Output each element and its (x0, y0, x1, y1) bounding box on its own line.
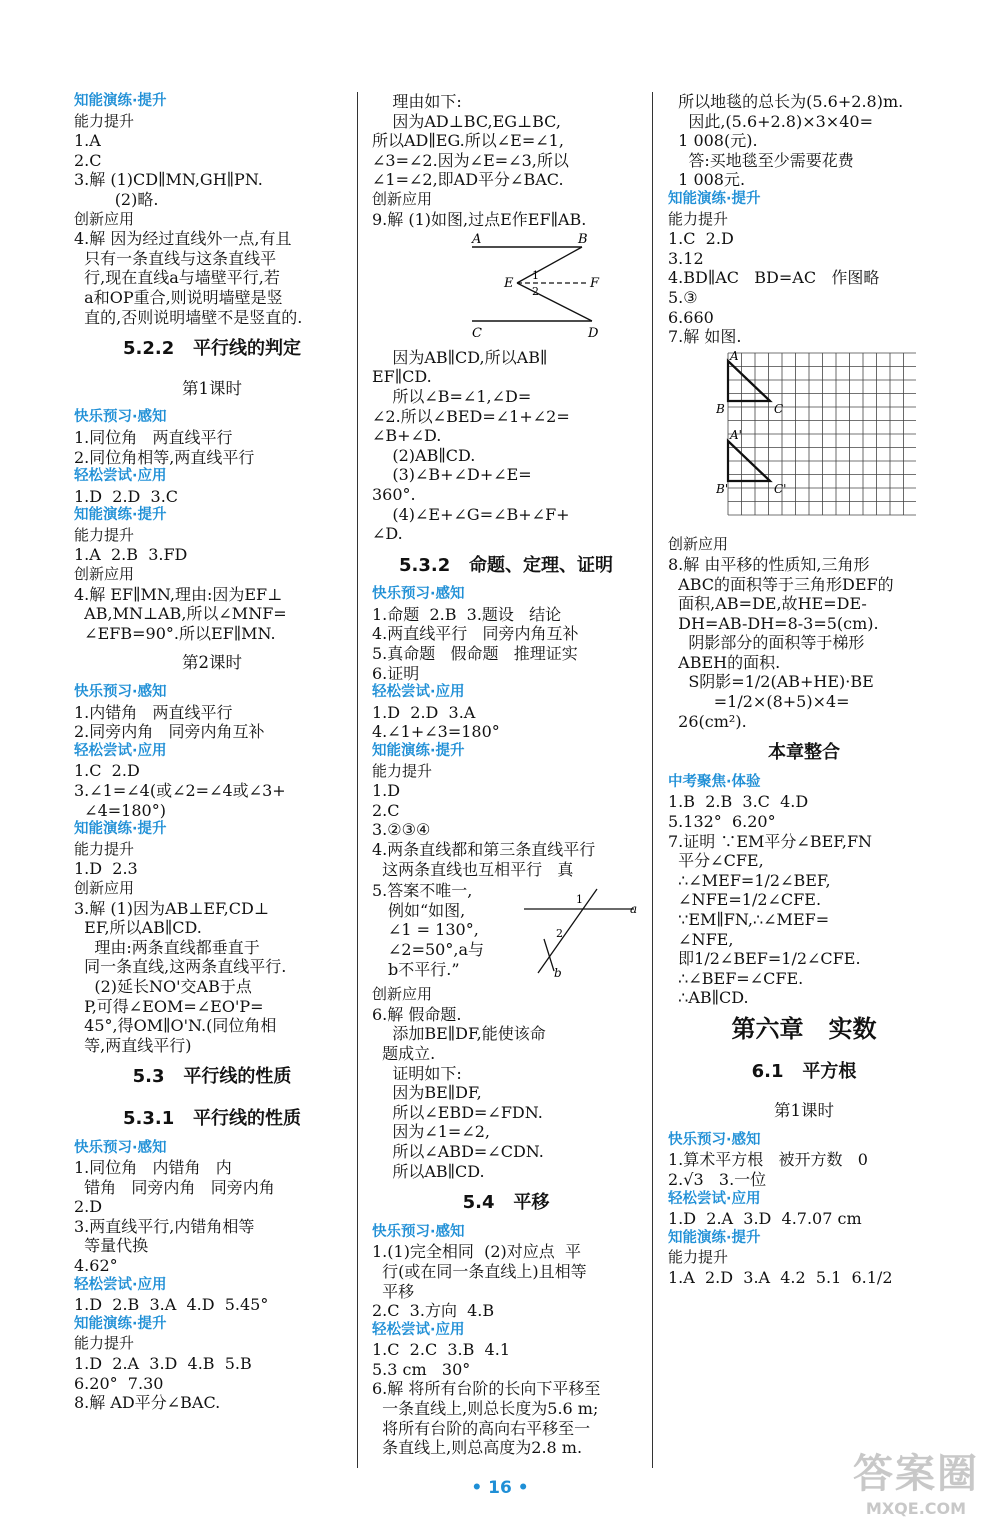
answer-line: 因为AB∥CD,所以AB∥ (372, 347, 548, 367)
subsection-label: 创新应用 (372, 985, 433, 1004)
subsection-label: 能力提升 (74, 525, 135, 544)
subsection-label: 能力提升 (668, 209, 729, 228)
answer-line: 45°,得OM∥O'N.(同位角相 (74, 1016, 277, 1036)
column-divider-right (652, 92, 653, 1468)
answer-line: 5.3 cm 30° (372, 1359, 471, 1379)
answer-line: 所以AD∥EG.所以∠E=∠1, (372, 131, 564, 151)
answer-line: 所以∠B=∠1,∠D= (372, 386, 532, 406)
answer-line: 6.解 将所有台阶的长向下平移至 (372, 1379, 601, 1399)
answer-line: 6.20° 7.30 (74, 1373, 164, 1393)
line-b-label: b (554, 966, 562, 978)
answer-line: ∴∠MEF=1/2∠BEF, (668, 870, 831, 890)
answer-line: ∴∠BEF=∠CFE. (668, 968, 804, 988)
answer-line: 7.解 如图. (668, 327, 742, 347)
section-heading-tag: 快乐预习·感知 (74, 409, 167, 426)
answer-line: (4)∠E+∠G=∠B+∠F+ (372, 504, 570, 524)
angle-1-label: 1 (576, 893, 583, 907)
section-heading-tag: 快乐预习·感知 (74, 1139, 167, 1156)
answer-line: 直的,否则说明墙壁不是竖直的. (74, 307, 303, 327)
answer-line: 4.两直线平行 同旁内角互补 (372, 624, 579, 644)
site-watermark (836, 1442, 996, 1518)
answer-line: 所以∠EBD=∠FDN. (372, 1102, 543, 1122)
subsection-label: 能力提升 (668, 1248, 729, 1267)
watermark-logo-text: 答案圈 (853, 1451, 979, 1497)
point-c-label: C (774, 401, 784, 416)
answer-line: 将所有台阶的高向右平移至一 (372, 1418, 591, 1438)
answer-line: 平移 (372, 1281, 415, 1301)
answer-line: ∠4=180°) (74, 800, 166, 820)
answer-line: 面积,AB=DE,故HE=DE- (668, 594, 867, 614)
answer-line: 1.D 2.A 3.D 4.7.07 cm (668, 1209, 862, 1229)
answer-line: 8.解 由平移的性质知,三角形 (668, 554, 870, 574)
answer-line: 1.D 2.D 3.A (372, 702, 476, 722)
answer-line: 360°. (372, 484, 416, 504)
point-a-prime-label: A' (730, 427, 742, 442)
answer-line: 1.同位角 内错角 内 (74, 1158, 232, 1178)
answer-line: 7.证明 ∵EM平分∠BEF,FN (668, 831, 873, 851)
answer-line: ABC的面积等于三角形DEF的 (668, 574, 894, 594)
answer-line: 因为AD⊥BC,EG⊥BC, (372, 111, 561, 131)
section-heading-tag: 轻松尝试·应用 (74, 1276, 167, 1293)
answer-line: 这两条直线也互相平行 真 (372, 859, 574, 879)
section-title: 5.3.1 平行线的性质 (122, 1107, 302, 1129)
answer-line: 1.D 2.D 3.C (74, 486, 179, 506)
answer-line: 因此,(5.6+2.8)×3×40= (668, 111, 873, 131)
chapter-title: 第六章 实数 (731, 1014, 877, 1043)
subsection-label: 创新应用 (74, 565, 135, 584)
answer-line: AB,MN⊥AB,所以∠MNF= (74, 604, 287, 624)
answer-line: 4.解 EF∥MN,理由:因为EF⊥ (74, 584, 283, 604)
answer-line: 1.D 2.B 3.A 4.D 5.45° (74, 1295, 269, 1315)
section-title: 5.2.2 平行线的判定 (122, 338, 302, 360)
answer-line: 例如“如图, (388, 900, 466, 920)
answer-line: 3.∠1=∠4(或∠2=∠4或∠3+ (74, 781, 286, 800)
answer-line: (2)延长NO'交AB于点 (74, 976, 252, 996)
answer-line: 2.C (372, 800, 400, 820)
answer-line: 3.解 (1)CD∥MN,GH∥PN. (74, 170, 263, 190)
answer-line: 9.解 (1)如图,过点E作EF∥AB. (372, 209, 587, 229)
answer-line: 题成立. (372, 1043, 436, 1063)
answer-line: 理由如下: (372, 92, 462, 111)
answer-line: 6.证明 (372, 663, 420, 683)
answer-line: 1.(1)完全相同 (2)对应点 平 (372, 1242, 581, 1262)
point-c-label: C (472, 326, 482, 340)
section-heading-tag: 快乐预习·感知 (74, 684, 167, 701)
answer-line: DH=AB-DH=8-3=5(cm). (668, 613, 879, 633)
answer-line: S阴影=1/2(AB+HE)·BE (668, 672, 874, 692)
answer-line: (2)略. (74, 189, 159, 209)
section-heading-tag: 快乐预习·感知 (668, 1131, 761, 1148)
column-divider-left (357, 92, 358, 1468)
answer-line: 行,现在直线a与墙壁平行,若 (74, 268, 280, 288)
section-heading-tag: 知能演练·提升 (74, 507, 167, 524)
point-b-label: B (716, 401, 725, 416)
answer-line: 2.C (74, 150, 102, 170)
section-title: 5.3 平行线的性质 (132, 1066, 292, 1088)
answer-line: ABEH的面积. (668, 652, 781, 672)
section-heading-tag: 快乐预习·感知 (372, 1223, 465, 1240)
answer-line: 3.两直线平行,内错角相等 (74, 1216, 255, 1236)
answer-line: 4.∠1+∠3=180° (372, 722, 500, 742)
subsection-label: 能力提升 (74, 1334, 135, 1353)
angle-2-label: 2 (556, 927, 563, 941)
answer-line: 条直线上,则总高度为2.8 m. (372, 1438, 583, 1458)
answer-line: 平分∠CFE, (668, 851, 764, 871)
answer-line: 2.D (74, 1197, 103, 1217)
subsection-label: 创新应用 (74, 878, 135, 897)
answer-line: 4.62° (74, 1256, 118, 1276)
section-heading-tag: 轻松尝试·应用 (74, 742, 167, 759)
answer-line: ∠NFE, (668, 929, 734, 949)
page-number: • 16 • (471, 1478, 529, 1498)
point-a-label: A (472, 232, 482, 248)
subsection-label: 能力提升 (74, 111, 135, 130)
answer-line: EF,所以AB∥CD. (74, 918, 202, 938)
point-a-label: A (730, 348, 739, 363)
angle-1-label: 1 (532, 269, 539, 283)
answer-line: 证明如下: (372, 1063, 462, 1083)
answer-line: 5.132° 6.20° (668, 812, 776, 832)
answer-line: 理由:两条直线都垂直于 (74, 937, 260, 957)
answer-line: a和OP重合,则说明墙壁是竖 (74, 287, 283, 307)
answer-line: b不平行.” (388, 959, 460, 979)
answer-line: ∠D. (372, 524, 403, 544)
answer-line: 1.内错角 两直线平行 (74, 702, 233, 722)
answer-line: 错角 同旁内角 同旁内角 (74, 1177, 275, 1197)
answer-line: 1.C 2.D (74, 761, 140, 781)
point-d-label: D (588, 326, 599, 340)
answer-line: 5.答案不唯一, (372, 881, 473, 901)
subsection-label: 创新应用 (668, 535, 729, 554)
answer-line: 1.命题 2.B 3.题设 结论 (372, 604, 562, 624)
answer-line: 2.同位角相等,两直线平行 (74, 447, 255, 467)
section-heading-tag: 轻松尝试·应用 (372, 684, 465, 701)
point-c-prime-label: C' (774, 481, 787, 496)
subsection-label: 创新应用 (372, 189, 433, 208)
answer-line: (2)AB∥CD. (372, 445, 476, 465)
answer-line: ∴AB∥CD. (668, 988, 749, 1008)
section-title: 本章整合 (768, 742, 840, 764)
answer-column-1 (74, 92, 350, 1413)
answer-line: 2.√3 3.一位 (668, 1169, 767, 1189)
section-heading-tag: 知能演练·提升 (372, 743, 465, 760)
fig1-container (372, 231, 640, 344)
answer-line: 1 008(元). (668, 131, 758, 151)
lesson-title: 第2课时 (182, 653, 242, 673)
answer-line: 1.算术平方根 被开方数 0 (668, 1150, 868, 1170)
answer-line: =1/2×(8+5)×4= (668, 692, 850, 712)
answer-line: 5.真命题 假命题 推理证实 (372, 644, 578, 664)
lesson-title: 第1课时 (774, 1101, 834, 1121)
section-heading-tag: 轻松尝试·应用 (372, 1321, 465, 1338)
answer-line: (3)∠B+∠D+∠E= (372, 465, 532, 485)
answer-line: 3.②③④ (372, 820, 431, 840)
answer-line: 1.C 2.D (668, 229, 734, 249)
answer-line: ∠3=∠2.因为∠E=∠3,所以 (372, 150, 569, 170)
point-f-label: F (590, 276, 600, 292)
point-b-prime-label: B' (716, 481, 729, 496)
parallel-lines-diagram (452, 231, 602, 339)
answer-line: 4.解 因为经过直线外一点,有且 (74, 229, 292, 249)
translation-grid-diagram (716, 349, 916, 527)
answer-line: ∵EM∥FN,∴∠MEF= (668, 910, 830, 929)
answer-line: ∠NFE=1/2∠CFE. (668, 890, 822, 910)
subsection-label: 能力提升 (372, 761, 433, 780)
answer-line: 所以地毯的总长为(5.6+2.8)m. (668, 92, 904, 111)
answer-line: 8.解 AD平分∠BAC. (74, 1393, 221, 1413)
section-title: 5.4 平移 (462, 1192, 550, 1214)
line-a-label: a (630, 902, 638, 917)
section-heading-tag: 知能演练·提升 (74, 1315, 167, 1332)
answer-line: EF∥CD. (372, 367, 432, 387)
answer-line: 1.C 2.C 3.B 4.1 (372, 1340, 510, 1360)
answer-line: ∠1=∠2,即AD平分∠BAC. (372, 170, 564, 190)
section-heading-tag: 轻松尝试·应用 (668, 1190, 761, 1207)
answer-line: 1.D (372, 781, 401, 801)
answer-line: 3.12 (668, 248, 704, 268)
answer-line: 4.BD∥AC BD=AC 作图略 (668, 268, 880, 288)
answer-line: 5.③ (668, 287, 698, 307)
answer-line: 答:买地毯至少需要花费 (668, 150, 854, 170)
answer-line: 1.B 2.B 3.C 4.D (668, 792, 809, 812)
answer-line: ∠1 = 130°, (388, 920, 479, 940)
answer-line: 3.解 (1)因为AB⊥EF,CD⊥ (74, 898, 269, 918)
answer-line: P,可得∠EOM=∠EO'P= (74, 996, 264, 1016)
answer-line: 6.解 假命题. (372, 1004, 462, 1024)
answer-line: 一条直线上,则总长度为5.6 m; (372, 1399, 599, 1419)
section-heading-tag: 快乐预习·感知 (372, 586, 465, 603)
answer-line: 2.同旁内角 同旁内角互补 (74, 722, 265, 742)
answer-column-2 (372, 92, 640, 1458)
answer-line: 即1/2∠BEF=1/2∠CFE. (668, 949, 861, 969)
answer-line: 2.C 3.方向 4.B (372, 1301, 495, 1321)
lesson-title: 第1课时 (182, 378, 242, 398)
answer-line: 1.D 2.A 3.D 4.B 5.B (74, 1354, 252, 1374)
answer-line: ∠2=50°,a与 (388, 939, 484, 959)
watermark-url: MXQE.COM (865, 1499, 967, 1518)
answer-line: 行(或在同一条直线上)且相等 (372, 1261, 587, 1281)
section-heading-tag: 知能演练·提升 (668, 1229, 761, 1246)
answer-line: 因为BE∥DF, (372, 1083, 482, 1103)
fig3-container (668, 349, 940, 532)
answer-line: 1.D 2.3 (74, 859, 138, 879)
answer-line: 6.660 (668, 307, 714, 327)
fig2-container (372, 881, 640, 981)
answer-line: 所以AB∥CD. (372, 1161, 485, 1181)
answer-line: 同一条直线,这两条直线平行. (74, 957, 287, 977)
section-heading-tag: 知能演练·提升 (668, 190, 761, 207)
answer-line: 1.A 2.B 3.FD (74, 545, 188, 565)
subsection-label: 能力提升 (74, 839, 135, 858)
section-heading-tag: 知能演练·提升 (74, 821, 167, 838)
answer-line: 4.两条直线都和第三条直线平行 (372, 840, 596, 859)
answer-line: 26(cm²). (668, 711, 747, 731)
answer-line: ∠B+∠D. (372, 426, 442, 446)
answer-line: ∠EFB=90°.所以EF∥MN. (74, 623, 276, 643)
answer-line: 添加BE∥DF,能使该命 (372, 1024, 546, 1044)
section-heading-tag: 轻松尝试·应用 (74, 468, 167, 485)
point-e-label: E (504, 276, 514, 292)
answer-line: 1.A 2.D 3.A 4.2 5.1 6.1/2 (668, 1267, 893, 1287)
counterexample-diagram (512, 885, 642, 977)
answer-line: 因为∠1=∠2, (372, 1122, 491, 1142)
section-title: 5.3.2 命题、定理、证明 (398, 554, 614, 576)
answer-line: 等,两直线平行) (74, 1035, 192, 1055)
answer-line: 只有一条直线与这条直线平 (74, 248, 277, 268)
section-title: 6.1 平方根 (751, 1060, 857, 1082)
subsection-label: 创新应用 (74, 209, 135, 228)
answer-column-3 (668, 92, 940, 1288)
answer-line: 等量代换 (74, 1236, 149, 1256)
angle-2-label: 2 (532, 285, 539, 299)
answer-line: 阴影部分的面积等于梯形 (668, 633, 865, 653)
answer-line: 1.同位角 两直线平行 (74, 427, 233, 447)
point-b-label: B (578, 232, 588, 248)
answer-line: 1 008元. (668, 170, 746, 190)
section-heading-tag: 知能演练·提升 (74, 93, 167, 109)
answer-line: 1.A (74, 131, 101, 151)
section-heading-tag: 中考聚焦·体验 (668, 773, 761, 790)
counterexample-block (372, 881, 640, 981)
answer-line: ∠2.所以∠BED=∠1+∠2= (372, 406, 570, 426)
answer-line: 所以∠ABD=∠CDN. (372, 1141, 544, 1161)
